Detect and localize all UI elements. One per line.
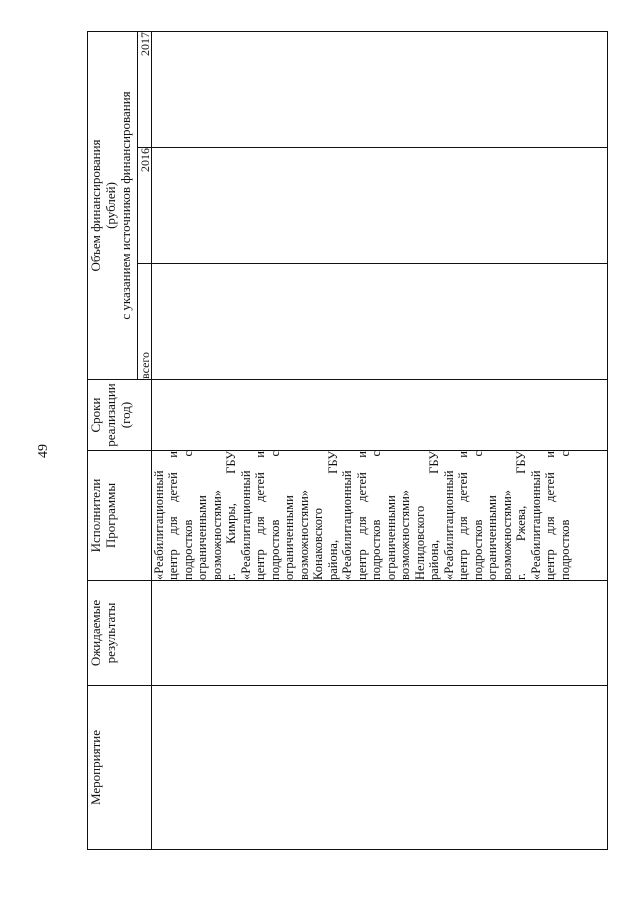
program-activities-table (87, 31, 608, 850)
executors-cell (151, 451, 607, 581)
executors-line: г. Кимры, ГБУ (224, 451, 239, 580)
executors-line: возможностями» (398, 489, 413, 580)
executors-line: возможностями» (499, 489, 514, 580)
body-row (151, 31, 607, 849)
executors-line: подростков с (369, 451, 384, 580)
header-event: Мероприятие (88, 686, 152, 850)
funding-2016-cell (151, 148, 607, 264)
executors-line: возможностями» (296, 489, 311, 580)
executors-line: Нелидовского (412, 505, 427, 580)
terms-cell (151, 380, 607, 451)
results-cell (151, 581, 607, 686)
header-funding: Объем финансирования (рублей) с указанием источников финансирования (88, 31, 138, 379)
executors-line: «Реабилитационный (151, 470, 166, 580)
executors-line: ограниченными (282, 495, 297, 580)
executors-line: «Реабилитационный (238, 470, 253, 580)
funding-total-cell (151, 264, 607, 380)
executors-line: района, ГБУ (325, 451, 340, 580)
executors-line: района, ГБУ (427, 451, 442, 580)
executors-line: центр для детей и (456, 451, 471, 580)
executors-line: подростков с (470, 451, 485, 580)
executors-line: «Реабилитационный (441, 470, 456, 580)
executors-line: ограниченными (195, 495, 210, 580)
header-results: Ожидаемые результаты (88, 581, 152, 686)
header-funding-2016: 2016 (137, 148, 151, 264)
executors-line: подростков с (557, 451, 572, 580)
executors-line: ограниченными (485, 495, 500, 580)
executors-line: подростков с (180, 451, 195, 580)
executors-line: ограниченными (383, 495, 398, 580)
header-row (88, 31, 138, 849)
executors-line: центр для детей и (166, 451, 181, 580)
event-cell (151, 686, 607, 850)
funding-2017-cell (151, 31, 607, 147)
executors-line: подростков с (267, 451, 282, 580)
executors-line: «Реабилитационный (528, 470, 543, 580)
header-executors: Исполнители Программы (88, 451, 152, 581)
rotated-page-content (87, 32, 608, 850)
executors-line: центр для детей и (354, 451, 369, 580)
header-funding-2017: 2017 (137, 31, 151, 147)
executors-line: г. Ржева, ГБУ (514, 451, 529, 580)
executors-line: возможностями» (209, 489, 224, 580)
page-number: 49 (36, 444, 51, 458)
executors-line: «Реабилитационный (340, 470, 355, 580)
executors-line: центр для детей и (543, 451, 558, 580)
header-funding-total: всего (137, 264, 151, 380)
executors-line: Конаковского (311, 507, 326, 580)
header-terms: Сроки реализации (год) (88, 380, 152, 451)
executors-line: центр для детей и (253, 451, 268, 580)
